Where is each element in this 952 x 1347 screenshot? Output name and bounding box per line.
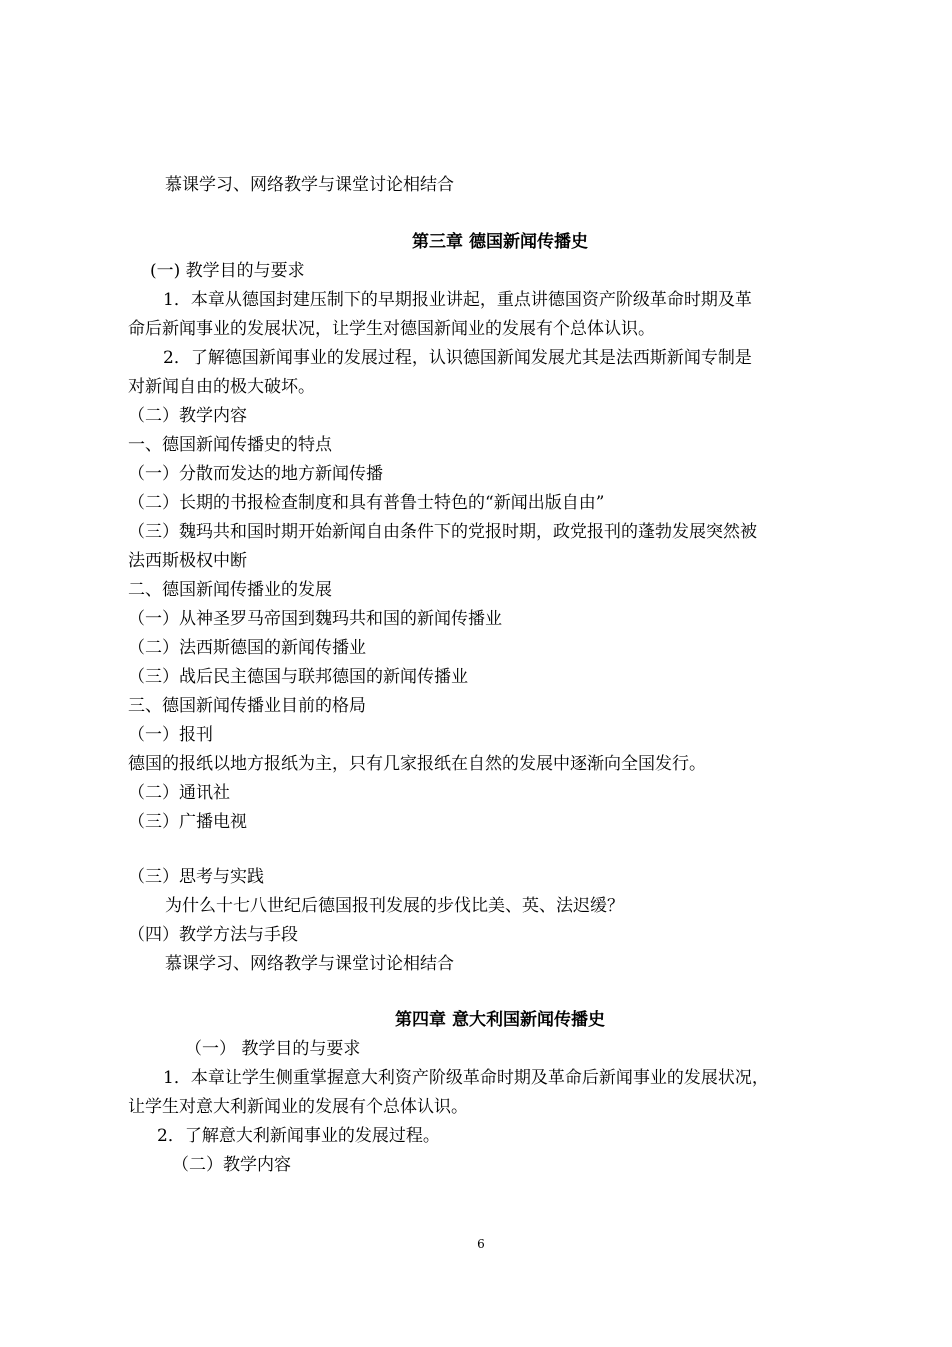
chapter3-objective1-line2: 命后新闻事业的发展状况，让学生对德国新闻业的发展有个总体认识。 <box>128 319 655 339</box>
section-heading: 二、德国新闻传播业的发展 <box>128 580 332 600</box>
chapter3-objectives-heading: (一) 教学目的与要求 <box>150 261 305 281</box>
chapter3-method-heading: （四）教学方法与手段 <box>128 925 298 945</box>
chapter3-objective2-line1: 2．了解德国新闻事业的发展过程，认识德国新闻发展尤其是法西斯新闻专制是 <box>163 348 752 368</box>
list-item: （三）战后民主德国与联邦德国的新闻传播业 <box>128 667 468 687</box>
section-heading: 一、德国新闻传播史的特点 <box>128 435 332 455</box>
chapter4-content-heading: （二）教学内容 <box>172 1155 291 1175</box>
chapter4-objective2: 2．了解意大利新闻事业的发展过程。 <box>157 1126 440 1146</box>
body-paragraph: 德国的报纸以地方报纸为主，只有几家报纸在自然的发展中逐渐向全国发行。 <box>128 754 706 774</box>
section-heading: 三、德国新闻传播业目前的格局 <box>128 696 366 716</box>
chapter3-content-heading: （二）教学内容 <box>128 406 247 426</box>
chapter3-practice-heading: （三）思考与实践 <box>128 867 264 887</box>
list-item: （一）从神圣罗马帝国到魏玛共和国的新闻传播业 <box>128 609 502 629</box>
chapter3-method-text: 慕课学习、网络教学与课堂讨论相结合 <box>165 954 454 974</box>
list-item: （二）法西斯德国的新闻传播业 <box>128 638 366 658</box>
list-item: （三）广播电视 <box>128 812 247 832</box>
list-item: （三）魏玛共和国时期开始新闻自由条件下的党报时期，政党报刊的蓬勃发展突然被 <box>128 522 757 542</box>
chapter4-objectives-heading: （一） 教学目的与要求 <box>185 1039 361 1059</box>
list-item: （二）长期的书报检查制度和具有普鲁士特色的“新闻出版自由” <box>128 493 605 513</box>
chapter4-objective1-line2: 让学生对意大利新闻业的发展有个总体认识。 <box>128 1097 468 1117</box>
chapter3-objective1-line1: 1．本章从德国封建压制下的早期报业讲起，重点讲德国资产阶级革命时期及革 <box>163 290 752 310</box>
list-item: （二）通讯社 <box>128 783 230 803</box>
chapter4-objective1-line1: 1．本章让学生侧重掌握意大利资产阶级革命时期及革命后新闻事业的发展状况， <box>163 1068 769 1088</box>
list-item-continuation: 法西斯极权中断 <box>128 551 247 571</box>
page-number: 6 <box>477 1237 485 1251</box>
chapter3-practice-question: 为什么十七八世纪后德国报刊发展的步伐比美、英、法迟缓？ <box>165 896 624 916</box>
list-item: （一）分散而发达的地方新闻传播 <box>128 464 383 484</box>
chapter4-title: 第四章 意大利国新闻传播史 <box>395 1010 605 1030</box>
method-text-top: 慕课学习、网络教学与课堂讨论相结合 <box>165 175 454 195</box>
chapter3-objective2-line2: 对新闻自由的极大破坏。 <box>128 377 315 397</box>
chapter3-title: 第三章 德国新闻传播史 <box>412 232 588 252</box>
list-item: （一）报刊 <box>128 725 213 745</box>
